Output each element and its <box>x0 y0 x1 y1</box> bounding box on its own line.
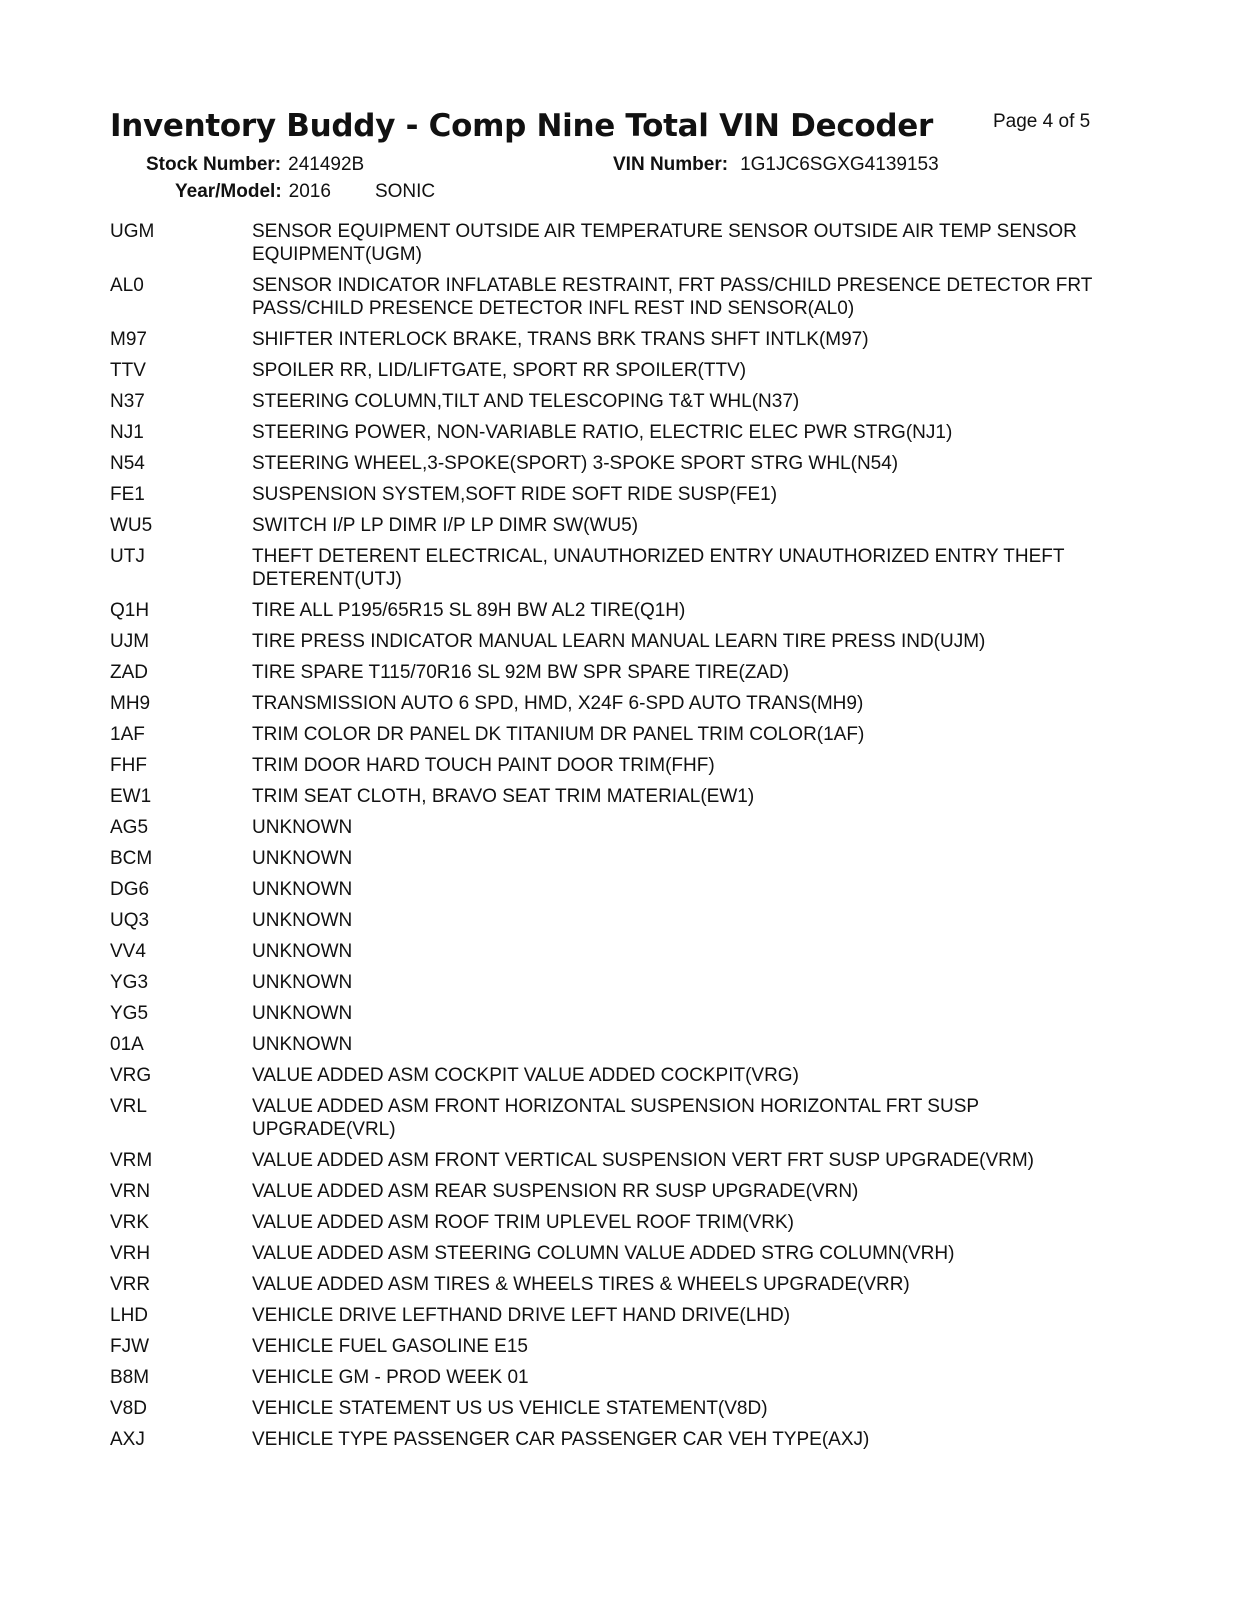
option-row <box>110 1335 1110 1358</box>
option-description: VEHICLE GM - PROD WEEK 01 <box>252 1367 529 1388</box>
option-row <box>110 1397 1110 1420</box>
option-row <box>110 1211 1110 1234</box>
option-row <box>110 816 1110 839</box>
option-row <box>110 630 1110 653</box>
option-description: VALUE ADDED ASM REAR SUSPENSION RR SUSP UPGRADE(VRN) <box>252 1181 859 1202</box>
option-code: WU5 <box>110 515 153 536</box>
option-description: VALUE ADDED ASM COCKPIT VALUE ADDED COCKPIT(VRG) <box>252 1065 799 1086</box>
option-row <box>110 1180 1110 1203</box>
option-description: VALUE ADDED ASM STEERING COLUMN VALUE ADDED STRG COLUMN(VRH) <box>252 1243 955 1264</box>
option-description: VEHICLE TYPE PASSENGER CAR PASSENGER CAR VEH TYPE(AXJ) <box>252 1429 870 1450</box>
option-row <box>110 847 1110 870</box>
option-code: AL0 <box>110 275 144 296</box>
option-description: UNKNOWN <box>252 1034 353 1055</box>
option-description: STEERING POWER, NON-VARIABLE RATIO, ELECTRIC ELEC PWR STRG(NJ1) <box>252 422 953 443</box>
model-value: SONIC <box>374 181 436 202</box>
option-code: UTJ <box>110 546 145 567</box>
option-row <box>110 545 1110 591</box>
option-code: N54 <box>110 453 145 474</box>
option-code: N37 <box>110 391 145 412</box>
option-code: ZAD <box>110 662 148 683</box>
option-code: LHD <box>110 1305 149 1326</box>
option-code: YG3 <box>110 972 149 993</box>
option-description: UNKNOWN <box>252 972 353 993</box>
option-description: TRIM COLOR DR PANEL DK TITANIUM DR PANEL TRIM COLOR(1AF) <box>252 724 865 745</box>
option-row <box>110 661 1110 684</box>
vin-number <box>613 154 939 176</box>
option-row <box>110 1273 1110 1296</box>
option-description: VALUE ADDED ASM FRONT VERTICAL SUSPENSION VERT FRT SUSP UPGRADE(VRM) <box>252 1150 1034 1171</box>
option-code: FHF <box>110 755 147 776</box>
option-description: VALUE ADDED ASM TIRES & WHEELS TIRES & WHEELS UPGRADE(VRR) <box>252 1274 910 1295</box>
option-description: STEERING COLUMN,TILT AND TELESCOPING T&T WHL(N37) <box>252 391 800 412</box>
option-code: AG5 <box>110 817 149 838</box>
option-row <box>110 390 1110 413</box>
document-title: Inventory Buddy - Comp Nine Total VIN Decoder <box>110 108 934 144</box>
option-code: VRH <box>110 1243 151 1264</box>
option-code: VRG <box>110 1065 152 1086</box>
option-code: VRR <box>110 1274 151 1295</box>
option-description: TRIM SEAT CLOTH, BRAVO SEAT TRIM MATERIAL(EW1) <box>252 786 755 807</box>
option-code: FJW <box>110 1336 150 1357</box>
stock-number-value: 241492B <box>288 154 365 175</box>
option-row <box>110 1149 1110 1172</box>
option-row <box>110 1033 1110 1056</box>
option-description: SPOILER RR, LID/LIFTGATE, SPORT RR SPOILER(TTV) <box>252 360 747 381</box>
option-code: Q1H <box>110 600 150 621</box>
option-description: VEHICLE DRIVE LEFTHAND DRIVE LEFT HAND DRIVE(LHD) <box>252 1305 791 1326</box>
option-description: VALUE ADDED ASM ROOF TRIM UPLEVEL ROOF TRIM(VRK) <box>252 1212 794 1233</box>
option-code: TTV <box>110 360 146 381</box>
option-description: TRIM DOOR HARD TOUCH PAINT DOOR TRIM(FHF) <box>252 755 715 776</box>
vin-number-value: 1G1JC6SGXG4139153 <box>740 154 939 175</box>
option-description: TRANSMISSION AUTO 6 SPD, HMD, X24F 6-SPD AUTO TRANS(MH9) <box>252 693 864 714</box>
option-description: VALUE ADDED ASM FRONT HORIZONTAL SUSPENSION HORIZONTAL FRT SUSP UPGRADE(VRL) <box>252 1096 979 1140</box>
year-model <box>175 181 435 203</box>
option-row <box>110 359 1110 382</box>
option-code: M97 <box>110 329 147 350</box>
option-code: EW1 <box>110 786 152 807</box>
option-row <box>110 599 1110 622</box>
option-code: FE1 <box>110 484 145 505</box>
option-row <box>110 1304 1110 1327</box>
option-description: VEHICLE FUEL GASOLINE E15 <box>252 1336 528 1357</box>
option-row <box>110 1428 1110 1451</box>
year-value: 2016 <box>288 181 331 202</box>
option-description: TIRE SPARE T115/70R16 SL 92M BW SPR SPARE TIRE(ZAD) <box>252 662 790 683</box>
option-row <box>110 274 1110 320</box>
page-number: Page 4 of 5 <box>993 111 1091 132</box>
option-code: VV4 <box>110 941 146 962</box>
option-row <box>110 971 1110 994</box>
option-row <box>110 1095 1110 1141</box>
option-description: SHIFTER INTERLOCK BRAKE, TRANS BRK TRANS SHFT INTLK(M97) <box>252 329 869 350</box>
option-row <box>110 483 1110 506</box>
option-row <box>110 328 1110 351</box>
vin-number-label: VIN Number: <box>613 154 729 175</box>
option-description: UNKNOWN <box>252 941 353 962</box>
stock-number <box>146 154 364 176</box>
option-row <box>110 421 1110 444</box>
option-code: B8M <box>110 1367 150 1388</box>
option-row <box>110 1002 1110 1025</box>
option-code: 01A <box>110 1034 144 1055</box>
option-description: UNKNOWN <box>252 848 353 869</box>
option-row <box>110 452 1110 475</box>
option-code: UGM <box>110 221 155 242</box>
option-description: UNKNOWN <box>252 817 353 838</box>
option-row <box>110 785 1110 808</box>
option-row <box>110 909 1110 932</box>
option-code: BCM <box>110 848 153 869</box>
option-row <box>110 940 1110 963</box>
option-code: DG6 <box>110 879 150 900</box>
option-code: VRN <box>110 1181 151 1202</box>
option-description: SENSOR EQUIPMENT OUTSIDE AIR TEMPERATURE SENSOR OUTSIDE AIR TEMP SENSOR EQUIPMENT(UGM) <box>252 221 1077 265</box>
option-code: AXJ <box>110 1429 145 1450</box>
option-row <box>110 514 1110 537</box>
option-row <box>110 878 1110 901</box>
option-description: UNKNOWN <box>252 1003 353 1024</box>
option-code-list <box>110 220 1110 1459</box>
option-row <box>110 1366 1110 1389</box>
option-code: UJM <box>110 631 150 652</box>
option-description: SENSOR INDICATOR INFLATABLE RESTRAINT, FRT PASS/CHILD PRESENCE DETECTOR FRT PASS/CHILD PRESENCE DETECTOR INFL REST IND SENSOR(AL0) <box>252 275 1093 319</box>
option-description: STEERING WHEEL,3-SPOKE(SPORT) 3-SPOKE SPORT STRG WHL(N54) <box>252 453 899 474</box>
option-description: TIRE ALL P195/65R15 SL 89H BW AL2 TIRE(Q1H) <box>252 600 686 621</box>
option-code: UQ3 <box>110 910 150 931</box>
option-description: UNKNOWN <box>252 879 353 900</box>
option-code: MH9 <box>110 693 151 714</box>
option-row <box>110 692 1110 715</box>
option-description: TIRE PRESS INDICATOR MANUAL LEARN MANUAL LEARN TIRE PRESS IND(UJM) <box>252 631 986 652</box>
option-code: NJ1 <box>110 422 144 443</box>
option-code: VRK <box>110 1212 150 1233</box>
option-row <box>110 754 1110 777</box>
option-code: 1AF <box>110 724 145 745</box>
option-code: VRM <box>110 1150 153 1171</box>
option-code: YG5 <box>110 1003 149 1024</box>
year-model-label: Year/Model: <box>175 181 282 202</box>
option-description: THEFT DETERENT ELECTRICAL, UNAUTHORIZED ENTRY UNAUTHORIZED ENTRY THEFT DETERENT(UTJ) <box>252 546 1065 590</box>
option-description: SUSPENSION SYSTEM,SOFT RIDE SOFT RIDE SUSP(FE1) <box>252 484 778 505</box>
option-description: VEHICLE STATEMENT US US VEHICLE STATEMENT(V8D) <box>252 1398 768 1419</box>
stock-number-label: Stock Number: <box>146 154 282 175</box>
option-row <box>110 723 1110 746</box>
option-code: V8D <box>110 1398 147 1419</box>
option-code: VRL <box>110 1096 147 1117</box>
option-row <box>110 220 1110 266</box>
option-description: UNKNOWN <box>252 910 353 931</box>
option-row <box>110 1242 1110 1265</box>
option-description: SWITCH I/P LP DIMR I/P LP DIMR SW(WU5) <box>252 515 639 536</box>
option-row <box>110 1064 1110 1087</box>
